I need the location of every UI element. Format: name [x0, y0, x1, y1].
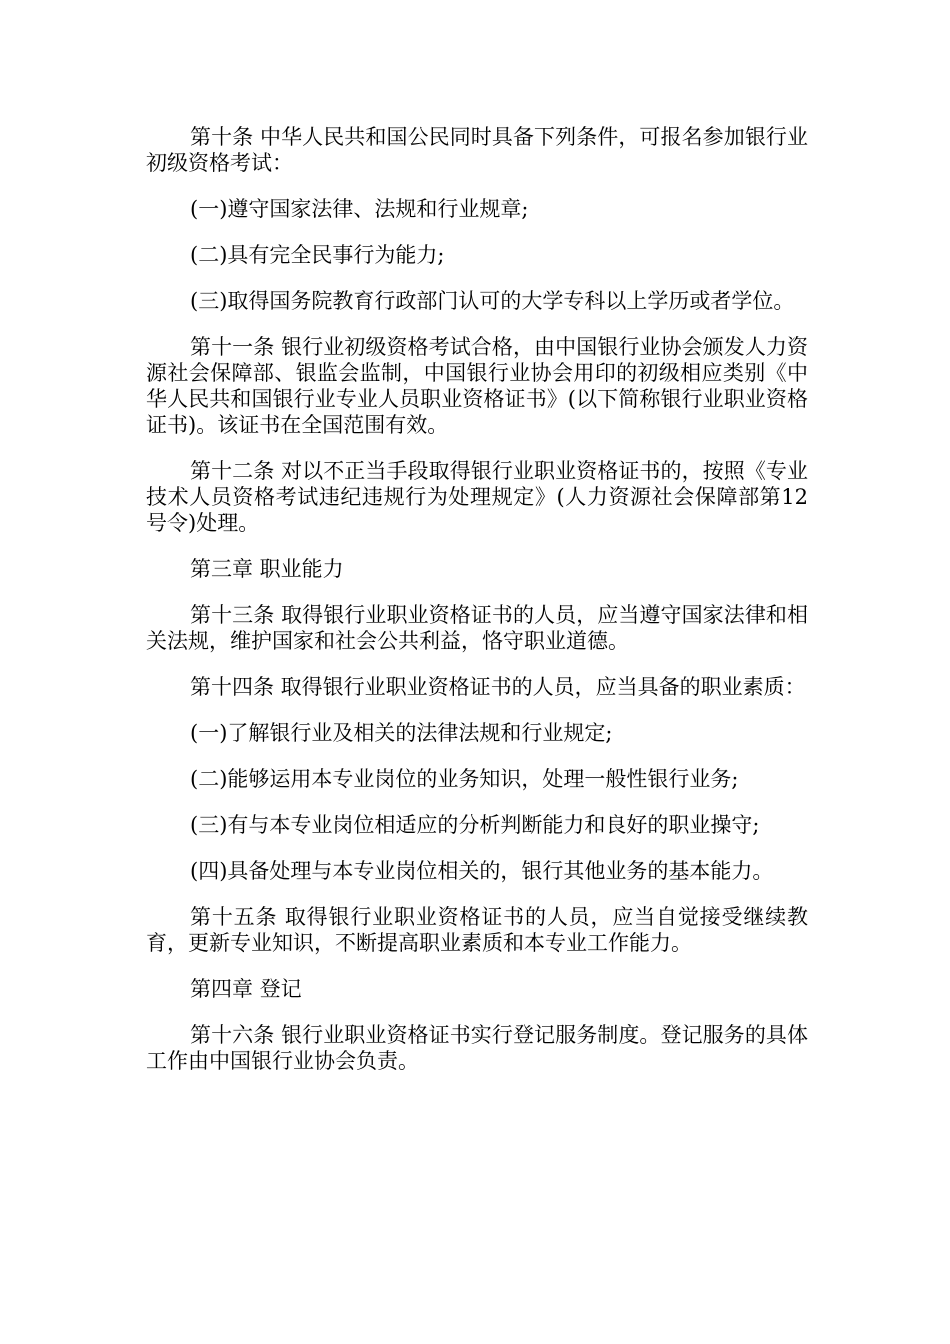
paragraph-article-15: 第十五条 取得银行业职业资格证书的人员，应当自觉接受继续教育，更新专业知识，不断提高职业素质和本专业工作能力。 — [146, 905, 808, 955]
paragraph-article-14: 第十四条 取得银行业职业资格证书的人员，应当具备的职业素质： — [190, 675, 806, 699]
paragraph-article-16: 第十六条 银行业职业资格证书实行登记服务制度。登记服务的具体工作由中国银行业协会负责。 — [146, 1023, 808, 1073]
paragraph-article-12: 第十二条 对以不正当手段取得银行业职业资格证书的，按照《专业技术人员资格考试违纪违规行为处理规定》(人力资源社会保障部第12号令)处理。 — [146, 459, 808, 535]
paragraph-item-1b: (一)了解银行业及相关的法律法规和行业规定; — [190, 721, 613, 745]
chapter-heading-4: 第四章 登记 — [190, 977, 302, 1001]
paragraph-item-3: (三)取得国务院教育行政部门认可的大学专科以上学历或者学位。 — [190, 289, 795, 313]
paragraph-article-13: 第十三条 取得银行业职业资格证书的人员，应当遵守国家法律和相关法规，维护国家和社会公共利益，恪守职业道德。 — [146, 603, 808, 653]
paragraph-item-3b: (三)有与本专业岗位相适应的分析判断能力和良好的职业操守; — [190, 813, 760, 837]
paragraph-item-2: (二)具有完全民事行为能力; — [190, 243, 445, 267]
chapter-heading-3: 第三章 职业能力 — [190, 557, 344, 581]
paragraph-item-2b: (二)能够运用本专业岗位的业务知识，处理一般性银行业务; — [190, 767, 739, 791]
paragraph-item-1: (一)遵守国家法律、法规和行业规章; — [190, 197, 529, 221]
document-page — [146, 124, 808, 1094]
paragraph-article-10: 第十条 中华人民共和国公民同时具备下列条件，可报名参加银行业初级资格考试： — [146, 125, 808, 175]
paragraph-item-4b: (四)具备处理与本专业岗位相关的，银行其他业务的基本能力。 — [190, 859, 774, 883]
paragraph-article-11: 第十一条 银行业初级资格考试合格，由中国银行业协会颁发人力资源社会保障部、银监会监制，中国银行业协会用印的初级相应类别《中华人民共和国银行业专业人员职业资格证书》(以下简称银行业职业资格证书)。该证书在全国范围有效。 — [146, 335, 808, 437]
